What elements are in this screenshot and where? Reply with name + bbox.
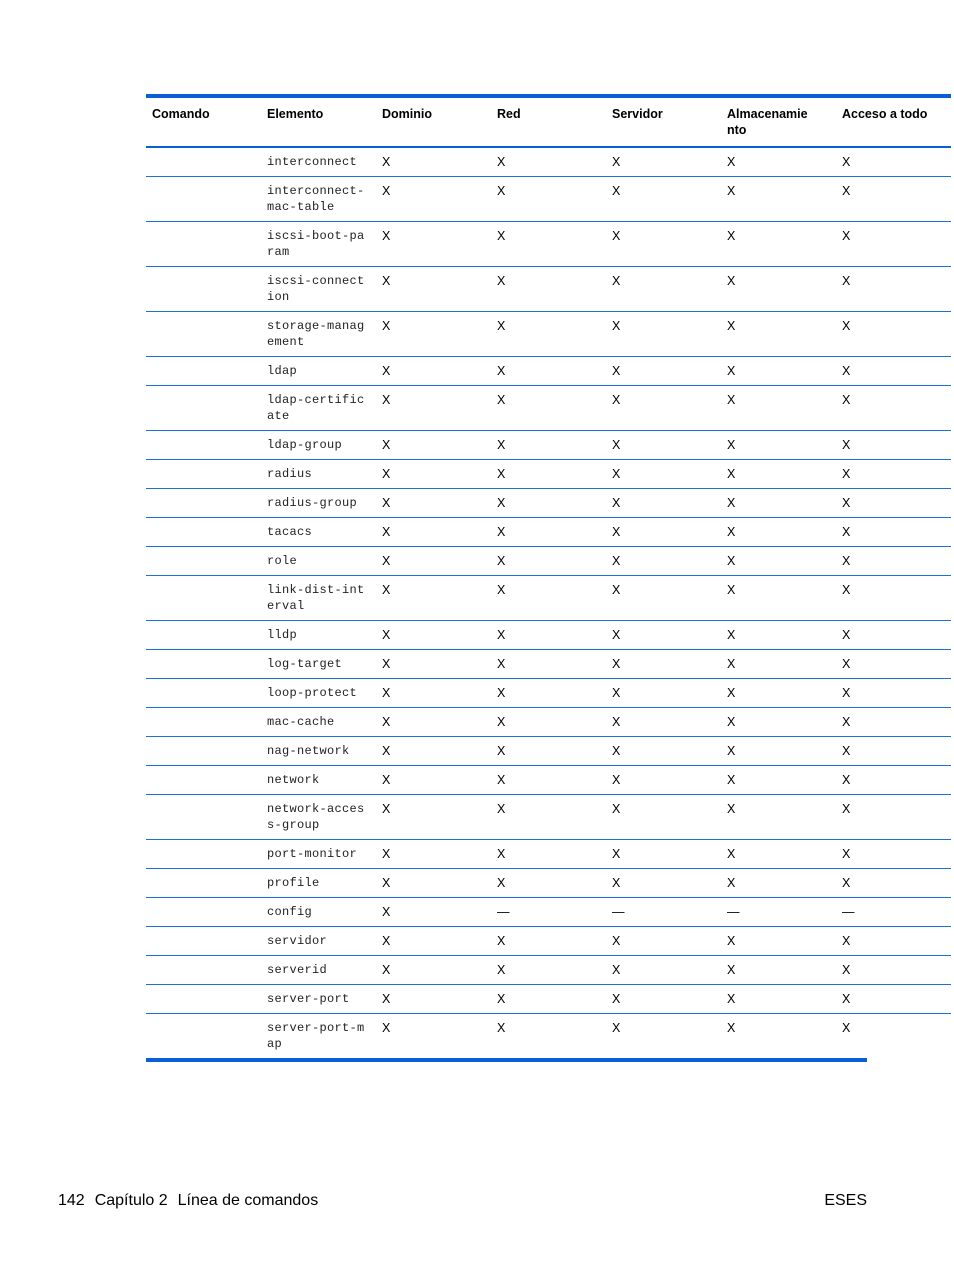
- cell-acceso-a-todo: X: [836, 927, 951, 956]
- chapter-label: Capítulo 2: [94, 1192, 168, 1209]
- table-row: [146, 898, 951, 927]
- cell-elemento: network: [261, 766, 376, 795]
- cell-servidor: X: [606, 766, 721, 795]
- cell-elemento: servidor: [261, 927, 376, 956]
- cell-comando: [146, 147, 261, 177]
- cell-almacenamiento: X: [721, 766, 836, 795]
- table-body: [146, 147, 951, 1058]
- cell-red: X: [491, 927, 606, 956]
- table-row: [146, 489, 951, 518]
- cell-elemento: iscsi-connection: [261, 267, 376, 312]
- table-bottom-rule: [146, 1058, 867, 1062]
- cell-comando: [146, 840, 261, 869]
- cell-red: X: [491, 737, 606, 766]
- cell-dominio: X: [376, 357, 491, 386]
- cell-dominio: X: [376, 766, 491, 795]
- cell-acceso-a-todo: X: [836, 795, 951, 840]
- cell-red: X: [491, 489, 606, 518]
- cell-red: X: [491, 650, 606, 679]
- cell-comando: [146, 460, 261, 489]
- footer-left: [58, 1192, 318, 1210]
- header-red: Red: [497, 107, 521, 121]
- cell-comando: [146, 489, 261, 518]
- cell-acceso-a-todo: X: [842, 1021, 851, 1035]
- cell-servidor: X: [606, 489, 721, 518]
- cell-elemento: ldap: [261, 357, 376, 386]
- header-servidor: Servidor: [612, 107, 663, 121]
- cell-acceso-a-todo: X: [836, 869, 951, 898]
- header-dominio: Dominio: [382, 107, 432, 121]
- cell-elemento: log-target: [261, 650, 376, 679]
- cell-almacenamiento: X: [721, 869, 836, 898]
- cell-servidor: X: [606, 386, 721, 431]
- table-row: [146, 737, 951, 766]
- cell-comando: [146, 795, 261, 840]
- cell-elemento: interconnect: [261, 147, 376, 177]
- cell-dominio: X: [376, 147, 491, 177]
- cell-servidor: X: [606, 621, 721, 650]
- table-row: [146, 956, 951, 985]
- cell-acceso-a-todo: X: [836, 312, 951, 357]
- cell-acceso-a-todo: X: [836, 222, 951, 267]
- cell-almacenamiento: X: [721, 489, 836, 518]
- cell-almacenamiento: X: [721, 386, 836, 431]
- table-row: [146, 357, 951, 386]
- cell-red: X: [491, 621, 606, 650]
- footer-locale: ESES: [824, 1192, 867, 1209]
- cell-almacenamiento: X: [721, 737, 836, 766]
- cell-dominio: X: [376, 576, 491, 621]
- cell-elemento: radius: [261, 460, 376, 489]
- cell-comando: [146, 956, 261, 985]
- table-row: [146, 386, 951, 431]
- cell-red: X: [491, 386, 606, 431]
- table-row: [146, 985, 951, 1014]
- cell-servidor: X: [606, 795, 721, 840]
- cell-dominio: X: [376, 840, 491, 869]
- cell-elemento: link-dist-interval: [261, 576, 376, 621]
- cell-red: X: [491, 312, 606, 357]
- cell-comando: [146, 1014, 261, 1059]
- cell-acceso-a-todo: —: [836, 898, 951, 927]
- cell-acceso-a-todo: X: [836, 840, 951, 869]
- cell-acceso-a-todo: X: [836, 985, 951, 1014]
- cell-dominio: X: [376, 869, 491, 898]
- command-table-wrapper: [146, 94, 928, 1062]
- cell-servidor: X: [612, 1021, 621, 1035]
- cell-comando: [146, 431, 261, 460]
- cell-almacenamiento: X: [721, 840, 836, 869]
- table-row: [146, 518, 951, 547]
- cell-servidor: X: [606, 576, 721, 621]
- cell-elemento: tacacs: [261, 518, 376, 547]
- cell-acceso-a-todo: X: [836, 956, 951, 985]
- cell-acceso-a-todo: X: [836, 576, 951, 621]
- cell-dominio: X: [376, 547, 491, 576]
- cell-dominio: X: [376, 489, 491, 518]
- cell-comando: [146, 357, 261, 386]
- cell-servidor: X: [606, 177, 721, 222]
- cell-elemento: serverid: [261, 956, 376, 985]
- cell-servidor: X: [606, 312, 721, 357]
- cell-red: X: [491, 795, 606, 840]
- cell-dominio: X: [376, 956, 491, 985]
- cell-comando: [146, 621, 261, 650]
- cell-almacenamiento: X: [721, 312, 836, 357]
- cell-red: X: [491, 518, 606, 547]
- cell-almacenamiento: X: [721, 177, 836, 222]
- cell-almacenamiento: X: [721, 621, 836, 650]
- cell-elemento: config: [261, 898, 376, 927]
- cell-acceso-a-todo: X: [836, 518, 951, 547]
- cell-elemento: ldap-certificate: [261, 386, 376, 431]
- cell-red: X: [491, 576, 606, 621]
- cell-red: X: [491, 679, 606, 708]
- cell-red: X: [491, 708, 606, 737]
- cell-red: X: [491, 460, 606, 489]
- cell-acceso-a-todo: X: [836, 431, 951, 460]
- cell-servidor: X: [606, 518, 721, 547]
- table-row: [146, 621, 951, 650]
- cell-servidor: X: [606, 679, 721, 708]
- table-row: [146, 679, 951, 708]
- cell-servidor: —: [606, 898, 721, 927]
- cell-servidor: X: [606, 147, 721, 177]
- cell-almacenamiento: X: [721, 795, 836, 840]
- cell-almacenamiento: X: [721, 518, 836, 547]
- cell-dominio: X: [376, 222, 491, 267]
- cell-acceso-a-todo: X: [836, 650, 951, 679]
- cell-elemento: port-monitor: [261, 840, 376, 869]
- cell-comando: [146, 708, 261, 737]
- cell-dominio: X: [376, 386, 491, 431]
- cell-comando: [146, 737, 261, 766]
- table-row: [146, 222, 951, 267]
- table-row: [146, 460, 951, 489]
- cell-almacenamiento: X: [721, 147, 836, 177]
- page-number: 142: [58, 1192, 85, 1209]
- cell-acceso-a-todo: X: [836, 621, 951, 650]
- cell-almacenamiento: X: [721, 547, 836, 576]
- table-row: [146, 840, 951, 869]
- cell-comando: [146, 766, 261, 795]
- cell-almacenamiento: X: [721, 460, 836, 489]
- cell-dominio: X: [376, 431, 491, 460]
- command-access-table: [146, 94, 951, 1058]
- cell-comando: [146, 547, 261, 576]
- cell-acceso-a-todo: X: [836, 147, 951, 177]
- cell-almacenamiento: X: [721, 650, 836, 679]
- cell-elemento: radius-group: [261, 489, 376, 518]
- cell-servidor: X: [606, 927, 721, 956]
- cell-acceso-a-todo: X: [836, 267, 951, 312]
- cell-almacenamiento: X: [721, 267, 836, 312]
- cell-almacenamiento: X: [721, 679, 836, 708]
- cell-dominio: X: [376, 312, 491, 357]
- cell-elemento: server-port-map: [267, 1021, 365, 1051]
- cell-elemento: nag-network: [261, 737, 376, 766]
- cell-servidor: X: [606, 222, 721, 267]
- table-row: [146, 177, 951, 222]
- cell-elemento: mac-cache: [261, 708, 376, 737]
- cell-elemento: network-access-group: [261, 795, 376, 840]
- cell-almacenamiento: X: [721, 431, 836, 460]
- cell-acceso-a-todo: X: [836, 489, 951, 518]
- cell-acceso-a-todo: X: [836, 737, 951, 766]
- header-almacenamiento: Almacenamie nto: [727, 107, 808, 137]
- table-row: [146, 147, 951, 177]
- cell-dominio: X: [376, 898, 491, 927]
- cell-almacenamiento: X: [721, 357, 836, 386]
- cell-comando: [146, 386, 261, 431]
- cell-red: X: [491, 357, 606, 386]
- cell-comando: [146, 679, 261, 708]
- cell-servidor: X: [606, 267, 721, 312]
- table-row: [146, 927, 951, 956]
- cell-comando: [146, 576, 261, 621]
- cell-red: X: [491, 985, 606, 1014]
- table-row: [146, 869, 951, 898]
- cell-red: X: [491, 431, 606, 460]
- cell-elemento: ldap-group: [261, 431, 376, 460]
- cell-almacenamiento: X: [721, 708, 836, 737]
- cell-almacenamiento: X: [721, 985, 836, 1014]
- cell-dominio: X: [376, 679, 491, 708]
- cell-acceso-a-todo: X: [836, 460, 951, 489]
- header-comando: Comando: [152, 107, 210, 121]
- cell-comando: [146, 222, 261, 267]
- cell-acceso-a-todo: X: [836, 357, 951, 386]
- cell-dominio: X: [376, 927, 491, 956]
- cell-comando: [146, 650, 261, 679]
- cell-almacenamiento: X: [727, 1021, 736, 1035]
- cell-red: X: [491, 222, 606, 267]
- cell-servidor: X: [606, 737, 721, 766]
- cell-acceso-a-todo: X: [836, 547, 951, 576]
- cell-red: —: [491, 898, 606, 927]
- table-row: [146, 650, 951, 679]
- cell-red: X: [491, 956, 606, 985]
- table-row: [146, 576, 951, 621]
- cell-red: X: [491, 147, 606, 177]
- cell-dominio: X: [376, 267, 491, 312]
- cell-servidor: X: [606, 547, 721, 576]
- cell-red: X: [491, 869, 606, 898]
- cell-almacenamiento: X: [721, 927, 836, 956]
- cell-comando: [146, 927, 261, 956]
- cell-elemento: iscsi-boot-param: [261, 222, 376, 267]
- cell-elemento: profile: [261, 869, 376, 898]
- cell-red: X: [491, 547, 606, 576]
- cell-comando: [146, 869, 261, 898]
- cell-dominio: X: [376, 985, 491, 1014]
- cell-elemento: interconnect-mac-table: [261, 177, 376, 222]
- cell-dominio: X: [376, 708, 491, 737]
- cell-elemento: loop-protect: [261, 679, 376, 708]
- cell-almacenamiento: X: [721, 576, 836, 621]
- cell-dominio: X: [376, 737, 491, 766]
- cell-dominio: X: [376, 795, 491, 840]
- cell-almacenamiento: X: [721, 956, 836, 985]
- cell-acceso-a-todo: X: [836, 766, 951, 795]
- cell-comando: [146, 267, 261, 312]
- cell-servidor: X: [606, 460, 721, 489]
- cell-dominio: X: [376, 518, 491, 547]
- cell-comando: [146, 985, 261, 1014]
- cell-servidor: X: [606, 869, 721, 898]
- table-row: [146, 547, 951, 576]
- table-row: [146, 708, 951, 737]
- table-row: [146, 766, 951, 795]
- cell-elemento: server-port: [261, 985, 376, 1014]
- cell-comando: [146, 518, 261, 547]
- table-row: [146, 431, 951, 460]
- cell-servidor: X: [606, 650, 721, 679]
- cell-dominio: X: [376, 177, 491, 222]
- cell-red: X: [491, 177, 606, 222]
- cell-acceso-a-todo: X: [836, 679, 951, 708]
- table-header-row: [146, 96, 951, 147]
- cell-comando: [146, 177, 261, 222]
- cell-dominio: X: [382, 1021, 391, 1035]
- header-acceso-a-todo: Acceso a todo: [842, 107, 928, 121]
- cell-dominio: X: [376, 460, 491, 489]
- cell-comando: [146, 898, 261, 927]
- cell-red: X: [497, 1021, 506, 1035]
- cell-comando: [146, 312, 261, 357]
- cell-dominio: X: [376, 621, 491, 650]
- table-row: [146, 267, 951, 312]
- cell-servidor: X: [606, 956, 721, 985]
- cell-servidor: X: [606, 840, 721, 869]
- table-row: [146, 1014, 951, 1059]
- cell-servidor: X: [606, 431, 721, 460]
- cell-acceso-a-todo: X: [836, 177, 951, 222]
- cell-red: X: [491, 267, 606, 312]
- cell-dominio: X: [376, 650, 491, 679]
- table-row: [146, 312, 951, 357]
- table-row: [146, 795, 951, 840]
- cell-elemento: storage-management: [261, 312, 376, 357]
- chapter-title: Línea de comandos: [177, 1192, 319, 1209]
- cell-almacenamiento: —: [721, 898, 836, 927]
- cell-elemento: role: [261, 547, 376, 576]
- cell-acceso-a-todo: X: [836, 708, 951, 737]
- cell-elemento: lldp: [261, 621, 376, 650]
- cell-red: X: [491, 840, 606, 869]
- cell-servidor: X: [606, 357, 721, 386]
- header-elemento: Elemento: [267, 107, 324, 121]
- cell-almacenamiento: X: [721, 222, 836, 267]
- cell-acceso-a-todo: X: [836, 386, 951, 431]
- cell-servidor: X: [606, 985, 721, 1014]
- cell-red: X: [491, 766, 606, 795]
- cell-servidor: X: [606, 708, 721, 737]
